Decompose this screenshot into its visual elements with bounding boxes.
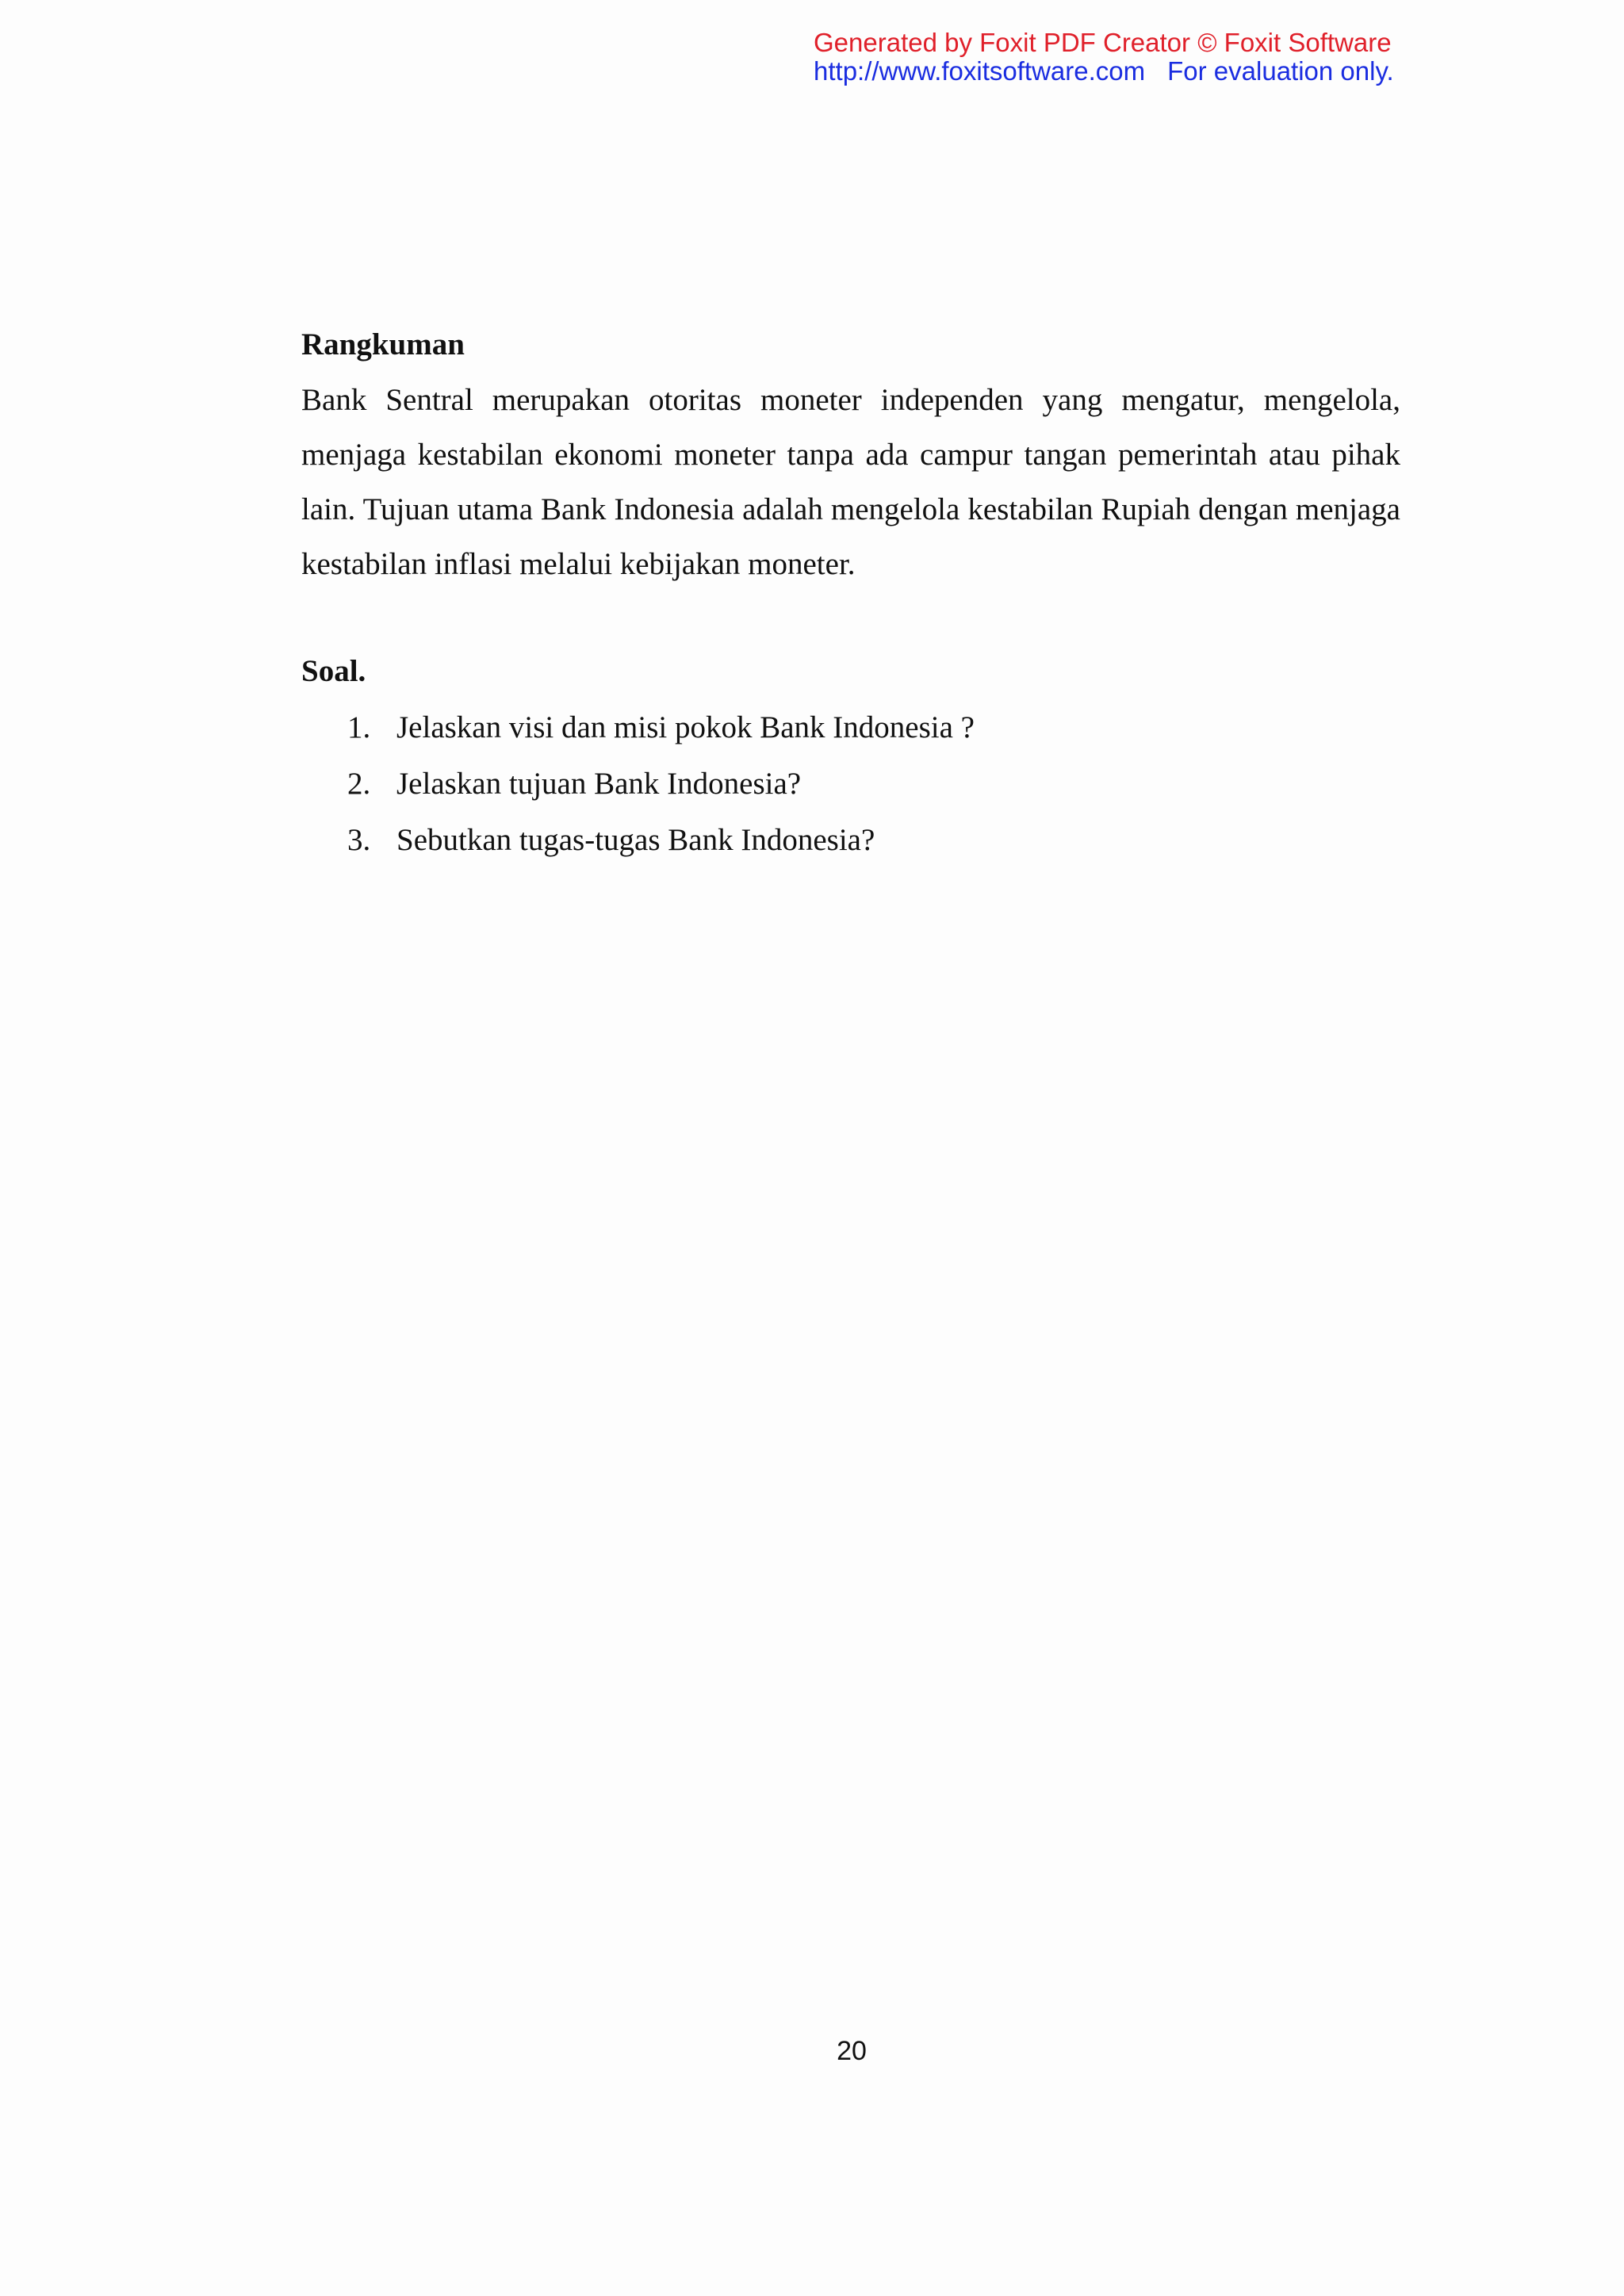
page-content xyxy=(301,317,1400,868)
page-number: 20 xyxy=(837,2036,867,2066)
summary-paragraph: Bank Sentral merupakan otoritas moneter independen yang mengatur, mengelola, menjaga kestabilan ekonomi moneter tanpa ada campur tangan pemerintah atau pihak lain. Tujuan utama Bank Indonesia adalah mengelola kestabilan Rupiah dengan menjaga kestabilan inflasi melalui kebijakan moneter. xyxy=(301,383,1400,581)
watermark-url[interactable]: http://www.foxitsoftware.com xyxy=(814,56,1146,86)
question-item xyxy=(301,812,1400,868)
question-number: 1. xyxy=(347,710,371,744)
question-list xyxy=(301,699,1400,868)
question-number: 2. xyxy=(347,767,371,801)
question-item xyxy=(301,756,1400,812)
summary-heading: Rangkuman xyxy=(301,327,465,362)
watermark-line1: Generated by Foxit PDF Creator © Foxit Software xyxy=(814,28,1392,57)
foxit-watermark xyxy=(814,29,1394,86)
question-text: Sebutkan tugas-tugas Bank Indonesia? xyxy=(396,823,875,857)
question-item xyxy=(301,699,1400,756)
watermark-note: For evaluation only. xyxy=(1167,56,1394,86)
question-number: 3. xyxy=(347,823,371,857)
watermark-line2 xyxy=(814,57,1394,86)
questions-heading: Soal. xyxy=(301,654,366,688)
question-text: Jelaskan tujuan Bank Indonesia? xyxy=(396,767,802,801)
question-text: Jelaskan visi dan misi pokok Bank Indonesia ? xyxy=(396,710,975,744)
